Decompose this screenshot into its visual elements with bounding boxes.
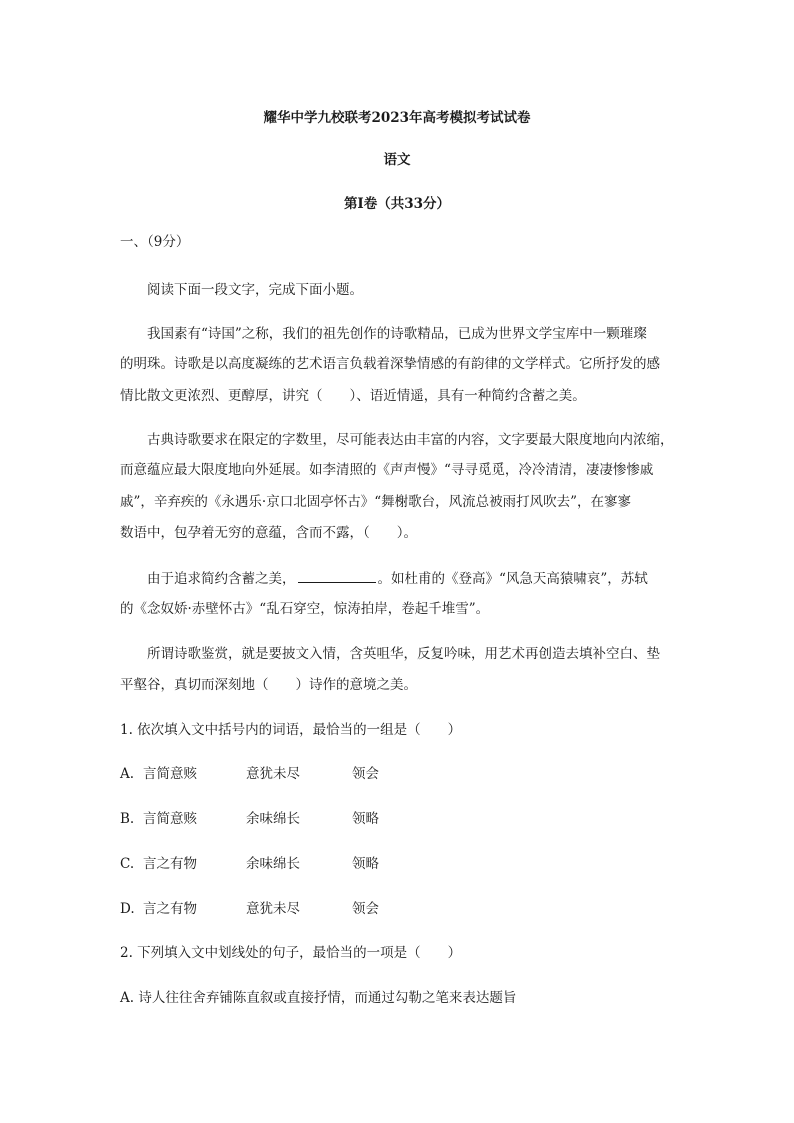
paragraph-1-line-2: 的明珠。诗歌是以高度凝练的艺术语言负载着深挚情感的有韵律的文学样式。它所抒发的感 — [120, 356, 660, 372]
option-word-2: 意犹未尽 — [246, 766, 300, 782]
q1-option-b — [120, 813, 379, 827]
option-label: A. — [120, 766, 135, 782]
paragraph-4-line-1: 所谓诗歌鉴赏，就是要披文入情，含英咀华，反复吟味，用艺术再创造去填补空白、垫 — [147, 646, 660, 662]
fill-in-blank — [298, 572, 376, 583]
option-label: D. — [120, 901, 135, 917]
question-1-stem: 1. 依次填入文中括号内的词语，最恰当的一组是（ ） — [120, 722, 462, 738]
section-heading: 一、（9分） — [120, 234, 190, 250]
paragraph-2-line-1: 古典诗歌要求在限定的字数里，尽可能表达由丰富的内容，文字要最大限度地向内浓缩， — [147, 432, 674, 448]
paragraph-2-line-4: 数语中，包孕着无穷的意蕴，含而不露，（ ）。 — [120, 525, 417, 541]
exam-title: 耀华中学九校联考2023年高考模拟考试试卷 — [263, 110, 531, 126]
option-word-1: 言简意赅 — [143, 766, 197, 782]
paragraph-3-before-blank: 由于追求简约含蓄之美， — [147, 571, 296, 587]
paragraph-3-line-1 — [147, 572, 648, 587]
paragraph-2-line-2: 而意蕴应最大限度地向外延展。如李清照的《声声慢》“寻寻觅觅，冷冷清清，凄凄惨惨戚 — [120, 462, 654, 478]
q1-option-a — [120, 768, 379, 782]
paragraph-4-line-2: 平壑谷，真切而深刻地（ ）诗作的意境之美。 — [120, 677, 417, 693]
option-word-3: 领会 — [352, 766, 379, 782]
paragraph-2-line-3: 戚”，辛弃疾的《永遇乐·京口北固亭怀古》“舞榭歌台，风流总被雨打风吹去”，在寥寥 — [120, 494, 631, 510]
option-word-2: 意犹未尽 — [246, 901, 300, 917]
paragraph-3-after-blank: 。如杜甫的《登高》“风急天高猿啸哀”，苏轼 — [377, 571, 648, 587]
option-label: C. — [120, 856, 135, 872]
option-word-3: 领略 — [352, 856, 379, 872]
option-label: B. — [120, 811, 135, 827]
part-title: 第Ⅰ卷（共33分） — [343, 196, 451, 212]
option-word-3: 领略 — [352, 811, 379, 827]
paragraph-1-line-3: 情比散文更浓烈、更醇厚，讲究（ ）、语近情遥，具有一种简约含蓄之美。 — [120, 388, 586, 404]
option-word-3: 领会 — [352, 901, 379, 917]
option-word-2: 余味绵长 — [246, 811, 300, 827]
option-word-1: 言之有物 — [143, 856, 197, 872]
question-2-stem: 2. 下列填入文中划线处的句子，最恰当的一项是（ ） — [120, 945, 462, 961]
reading-instruction: 阅读下面一段文字，完成下面小题。 — [147, 282, 363, 298]
paragraph-1-line-1: 我国素有“诗国”之称，我们的祖先创作的诗歌精品，已成为世界文学宝库中一颗璀璨 — [147, 326, 647, 342]
paragraph-3-line-2: 的《念奴娇·赤壁怀古》“乱石穿空，惊涛拍岸，卷起千堆雪”。 — [120, 601, 490, 617]
q1-option-d — [120, 903, 379, 917]
option-word-1: 言简意赅 — [143, 811, 197, 827]
option-word-1: 言之有物 — [143, 901, 197, 917]
q1-option-c — [120, 858, 379, 872]
q2-option-a: A. 诗人往往舍弃铺陈直叙或直接抒情，而通过勾勒之笔来表达题旨 — [120, 990, 517, 1006]
option-word-2: 余味绵长 — [246, 856, 300, 872]
subject-title: 语文 — [383, 152, 411, 168]
